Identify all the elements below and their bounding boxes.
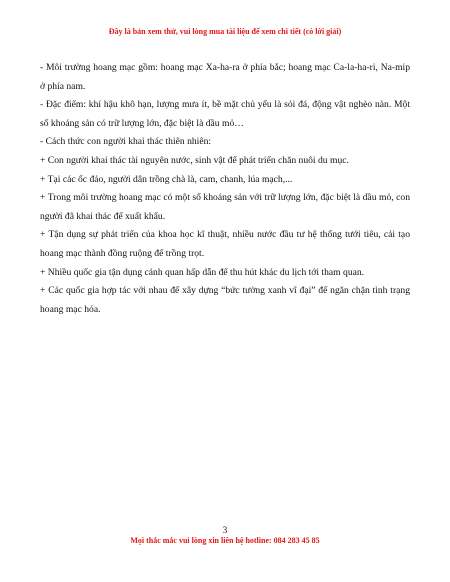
- page-number: 3: [222, 525, 228, 535]
- paragraph-desert-features: - Đặc điểm: khí hậu khô hạn, lượng mưa ít, bề mặt chủ yếu là sỏi đá, động vật nghèo nàn. Một số khoáng sản có trữ lượng lớn, đặc biệt là dầu mỏ…: [40, 99, 410, 129]
- paragraph-irrigation: + Tận dụng sự phát triển của khoa học kĩ thuật, nhiều nước đầu tư hệ thống tưới tiêu, cải tạo hoang mạc thành đồng ruộng để trồng trọt.: [40, 229, 410, 259]
- hotline-footer: Mọi thắc mắc vui lòng xin liên hệ hotline: 084 283 45 85: [130, 536, 320, 545]
- document-body: [40, 59, 410, 319]
- paragraph-oasis-crops: + Tại các ốc đảo, người dân trồng chà là, cam, chanh, lúa mạch,...: [40, 173, 293, 185]
- preview-banner: Đây là bản xem thử, vui lòng mua tài liệu để xem chi tiết (có lời giải): [108, 27, 342, 36]
- paragraph-oil-export: + Trong môi trường hoang mạc có một số khoáng sản với trữ lượng lớn, đặc biệt là dầu mỏ, con người đã khai thác để xuất khẩu.: [40, 192, 410, 222]
- paragraph-desert-locations: - Môi trường hoang mạc gồm: hoang mạc Xa-ha-ra ở phía bắc; hoang mạc Ca-la-ha-ri, Na-mip ở phía nam.: [40, 62, 410, 92]
- paragraph-nomadic-herding: + Con người khai thác tài nguyên nước, sinh vật để phát triển chăn nuôi du mục.: [40, 154, 349, 166]
- paragraph-exploitation-heading: - Cách thức con người khai thác thiên nhiên:: [40, 136, 212, 148]
- paragraph-green-wall: + Các quốc gia hợp tác với nhau để xây dựng “bức tường xanh vĩ đại” để ngăn chặn tình trạng hoang mạc hóa.: [40, 285, 410, 315]
- paragraph-tourism: + Nhiều quốc gia tận dụng cảnh quan hấp dẫn để thu hút khác du lịch tới tham quan.: [40, 266, 365, 278]
